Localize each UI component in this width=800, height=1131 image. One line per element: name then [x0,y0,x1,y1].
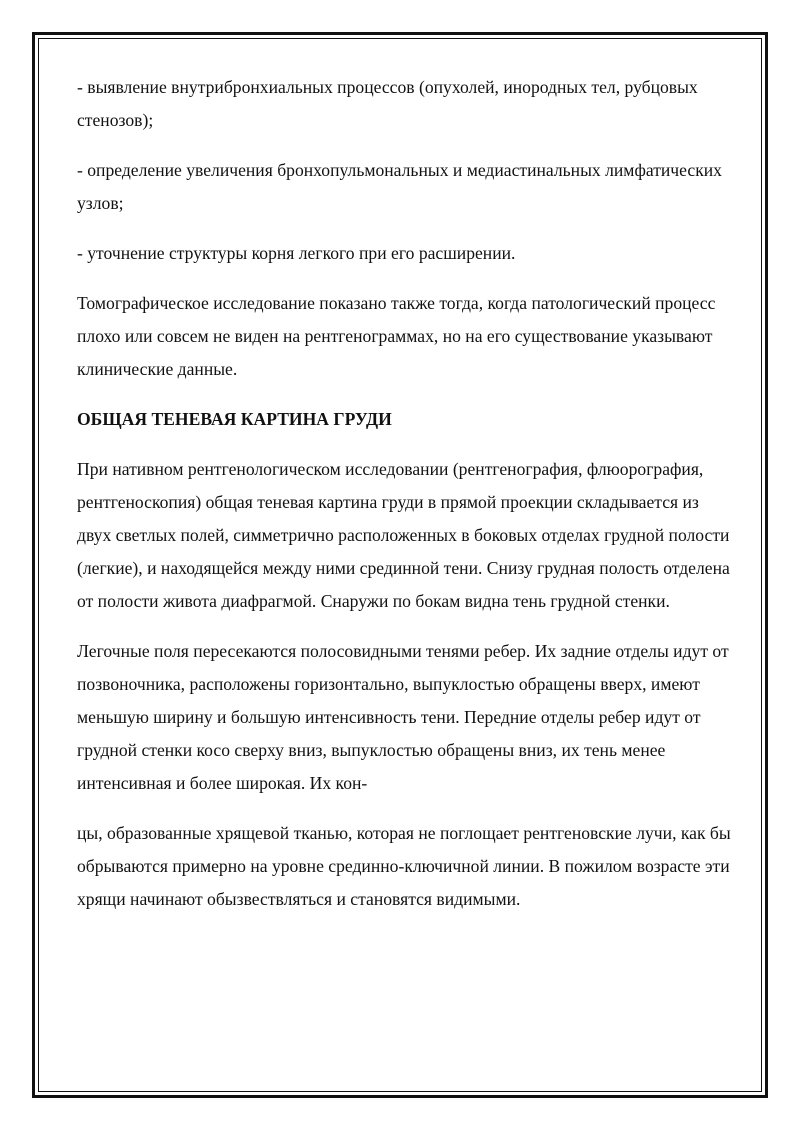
paragraph-shadow-picture: При нативном рентгенологическом исследовании (рентгенография, флюорография, рентгеноскопия) общая теневая картина груди в прямой проекции складывается из двух светлых полей, симметрично расположенных в боковых отделах грудной полости (легкие), и находящейся между ними срединной тени. Снизу грудная полость отделена от полости живота диафрагмой. Снаружи по бокам видна тень грудной стенки. [77,459,730,611]
document-body [77,71,732,916]
section-heading: ОБЩАЯ ТЕНЕВАЯ КАРТИНА ГРУДИ [77,409,392,429]
paragraph-rib-ends: цы, образованные хрящевой тканью, которая не поглощает рентгеновские лучи, как бы обрываются примерно на уровне срединно-ключичной линии. В пожилом возрасте эти хрящи начинают обызвествляться и становятся видимыми. [77,823,731,909]
list-item-lymph-nodes: - определение увеличения бронхопульмональных и медиастинальных лимфатических узлов; [77,160,722,213]
paragraph-tomography: Томографическое исследование показано также тогда, когда патологический процесс плохо или совсем не виден на рентгенограммах, но на его существование указывают клинические данные. [77,293,716,379]
list-item-lung-root: - уточнение структуры корня легкого при его расширении. [77,243,516,263]
list-item-bronchial-processes: - выявление внутрибронхиальных процессов (опухолей, инородных тел, рубцовых стенозов); [77,77,698,130]
paragraph-lung-fields: Легочные поля пересекаются полосовидными тенями ребер. Их задние отделы идут от позвоночника, расположены горизонтально, выпуклостью обращены вверх, имеют меньшую ширину и большую интенсивность тени. Передние отделы ребер идут от грудной стенки косо сверху вниз, выпуклостью обращены вниз, их тень менее интенсивная и более широкая. Их кон- [77,641,729,793]
